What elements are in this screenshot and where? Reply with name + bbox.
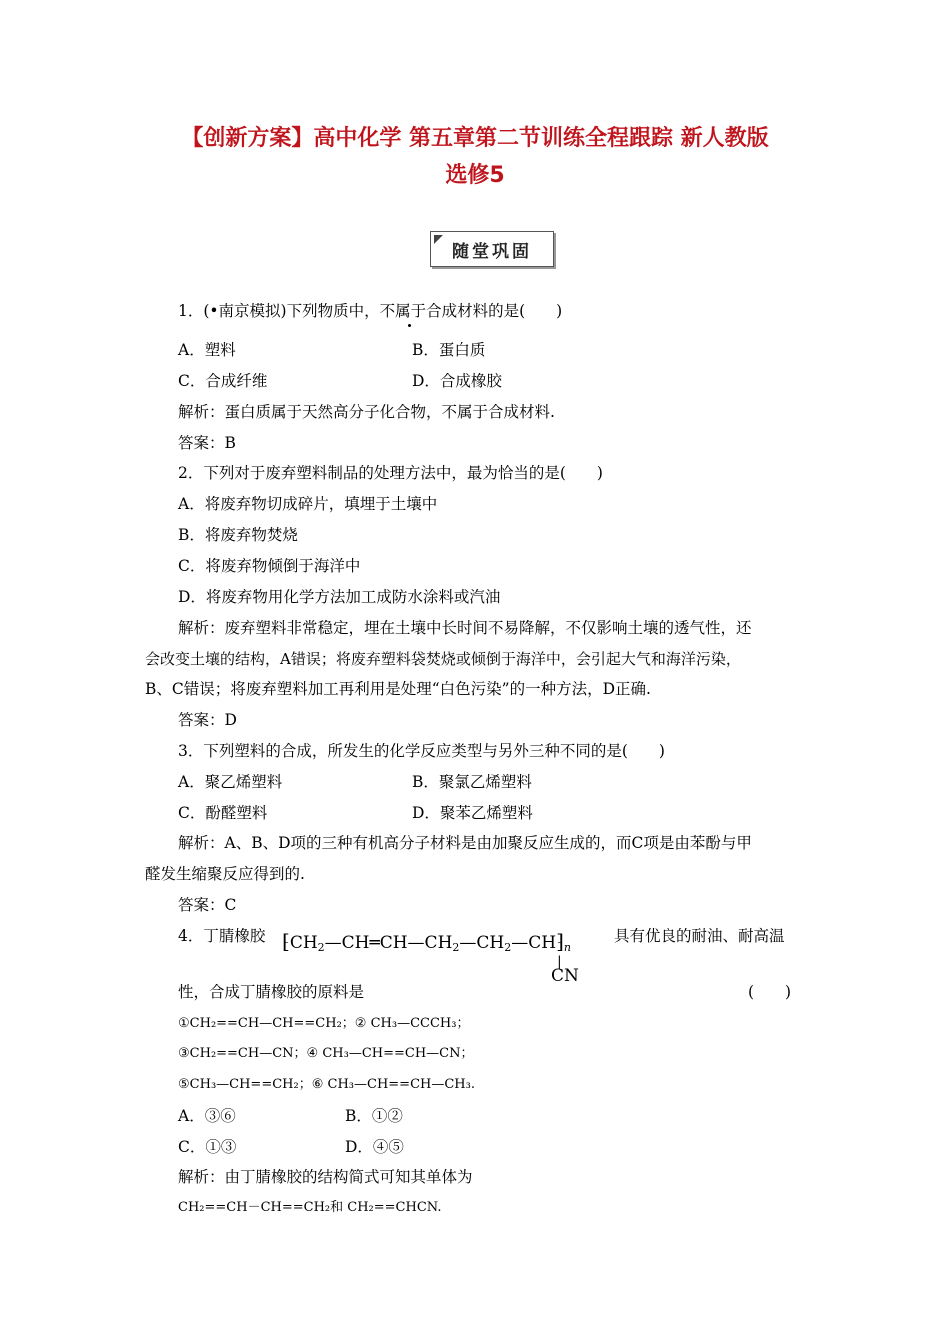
q3-option-b: B．聚氯乙烯塑料: [412, 773, 532, 791]
q4-analysis-line2: CH₂==CH－CH==CH₂和 CH₂==CHCN.: [178, 1200, 442, 1215]
q1-option-d: D．合成橡胶: [412, 372, 502, 390]
q1-analysis: 解析：蛋白质属于天然高分子化合物，不属于合成材料.: [178, 403, 555, 421]
q4-option-b: B．①②: [345, 1107, 403, 1125]
q3-option-c: C．酚醛塑料: [178, 804, 268, 822]
polymer-bond: |: [557, 954, 562, 970]
q4-option-c: C．①③: [178, 1138, 237, 1156]
document-title-line2: 选修5: [445, 163, 505, 188]
badge-corner-icon: [434, 235, 443, 244]
q3-stem: 3．下列塑料的合成，所发生的化学反应类型与另外三种不同的是( ): [178, 742, 665, 760]
q2-option-d: D．将废弃物用化学方法加工成防水涂料或汽油: [178, 588, 501, 606]
section-badge: [430, 231, 554, 267]
q4-monomers-line3: ⑤CH₃—CH==CH₂；⑥ CH₃—CH==CH—CH₃.: [178, 1077, 475, 1092]
q1-answer: 答案：B: [178, 434, 236, 452]
q2-option-c: C．将废弃物倾倒于海洋中: [178, 557, 361, 575]
q4-monomers-line2: ③CH₂==CH—CN；④ CH₃—CH==CH—CN；: [178, 1046, 474, 1061]
q2-option-a: A．将废弃物切成碎片，填埋于土壤中: [178, 495, 438, 513]
q4-stem-start: 4．丁腈橡胶: [178, 927, 266, 945]
q1-option-c: C．合成纤维: [178, 372, 268, 390]
q1-option-a: A．塑料: [178, 341, 236, 359]
emphasis-dot: [408, 324, 411, 327]
q1-stem: 1．(•南京模拟)下列物质中，不属于合成材料的是( ): [178, 302, 563, 320]
q4-option-a: A．③⑥: [178, 1107, 236, 1125]
q2-analysis-line3: B、C错误；将废弃塑料加工再利用是处理“白色污染”的一种方法，D正确.: [145, 680, 651, 698]
q3-option-a: A．聚乙烯塑料: [178, 773, 283, 791]
q2-answer: 答案：D: [178, 711, 237, 729]
q3-analysis-line2: 醛发生缩聚反应得到的.: [145, 865, 305, 883]
q4-monomers-line1: ①CH₂==CH—CH==CH₂；② CH₃—CCCH₃；: [178, 1016, 470, 1031]
q3-answer: 答案：C: [178, 896, 237, 914]
q2-analysis-line1: 解析：废弃塑料非常稳定，埋在土壤中长时间不易降解，不仅影响土壤的透气性，还: [178, 619, 752, 637]
q2-option-b: B．将废弃物焚烧: [178, 526, 298, 544]
document-title: 【创新方案】高中化学 第五章第二节训练全程跟踪 新人教版: [181, 126, 769, 151]
q1-option-b: B．蛋白质: [412, 341, 486, 359]
polymer-structure: $⁅CH_2—CH═CH—CH_2—CH_2—CH⁆_n$: [282, 929, 571, 954]
q4-analysis-line1: 解析：由丁腈橡胶的结构简式可知其单体为: [178, 1168, 473, 1186]
polymer-cn-group: CN: [551, 966, 579, 986]
q4-stem-end: 具有优良的耐油、耐高温: [614, 927, 785, 945]
q4-option-d: D．④⑤: [345, 1138, 404, 1156]
q3-option-d: D．聚苯乙烯塑料: [412, 804, 533, 822]
q4-stem-line2: 性，合成丁腈橡胶的原料是: [178, 983, 365, 1001]
q4-answer-bracket: ( ): [748, 983, 792, 1001]
section-badge-label: 随堂巩固: [452, 241, 532, 262]
q2-analysis-line2: 会改变土壤的结构，A错误；将废弃塑料袋焚烧或倾倒于海洋中，会引起大气和海洋污染，: [145, 650, 741, 668]
q3-analysis-line1: 解析：A、B、D项的三种有机高分子材料是由加聚反应生成的，而C项是由苯酚与甲: [178, 834, 752, 852]
q2-stem: 2．下列对于废弃塑料制品的处理方法中，最为恰当的是( ): [178, 464, 603, 482]
